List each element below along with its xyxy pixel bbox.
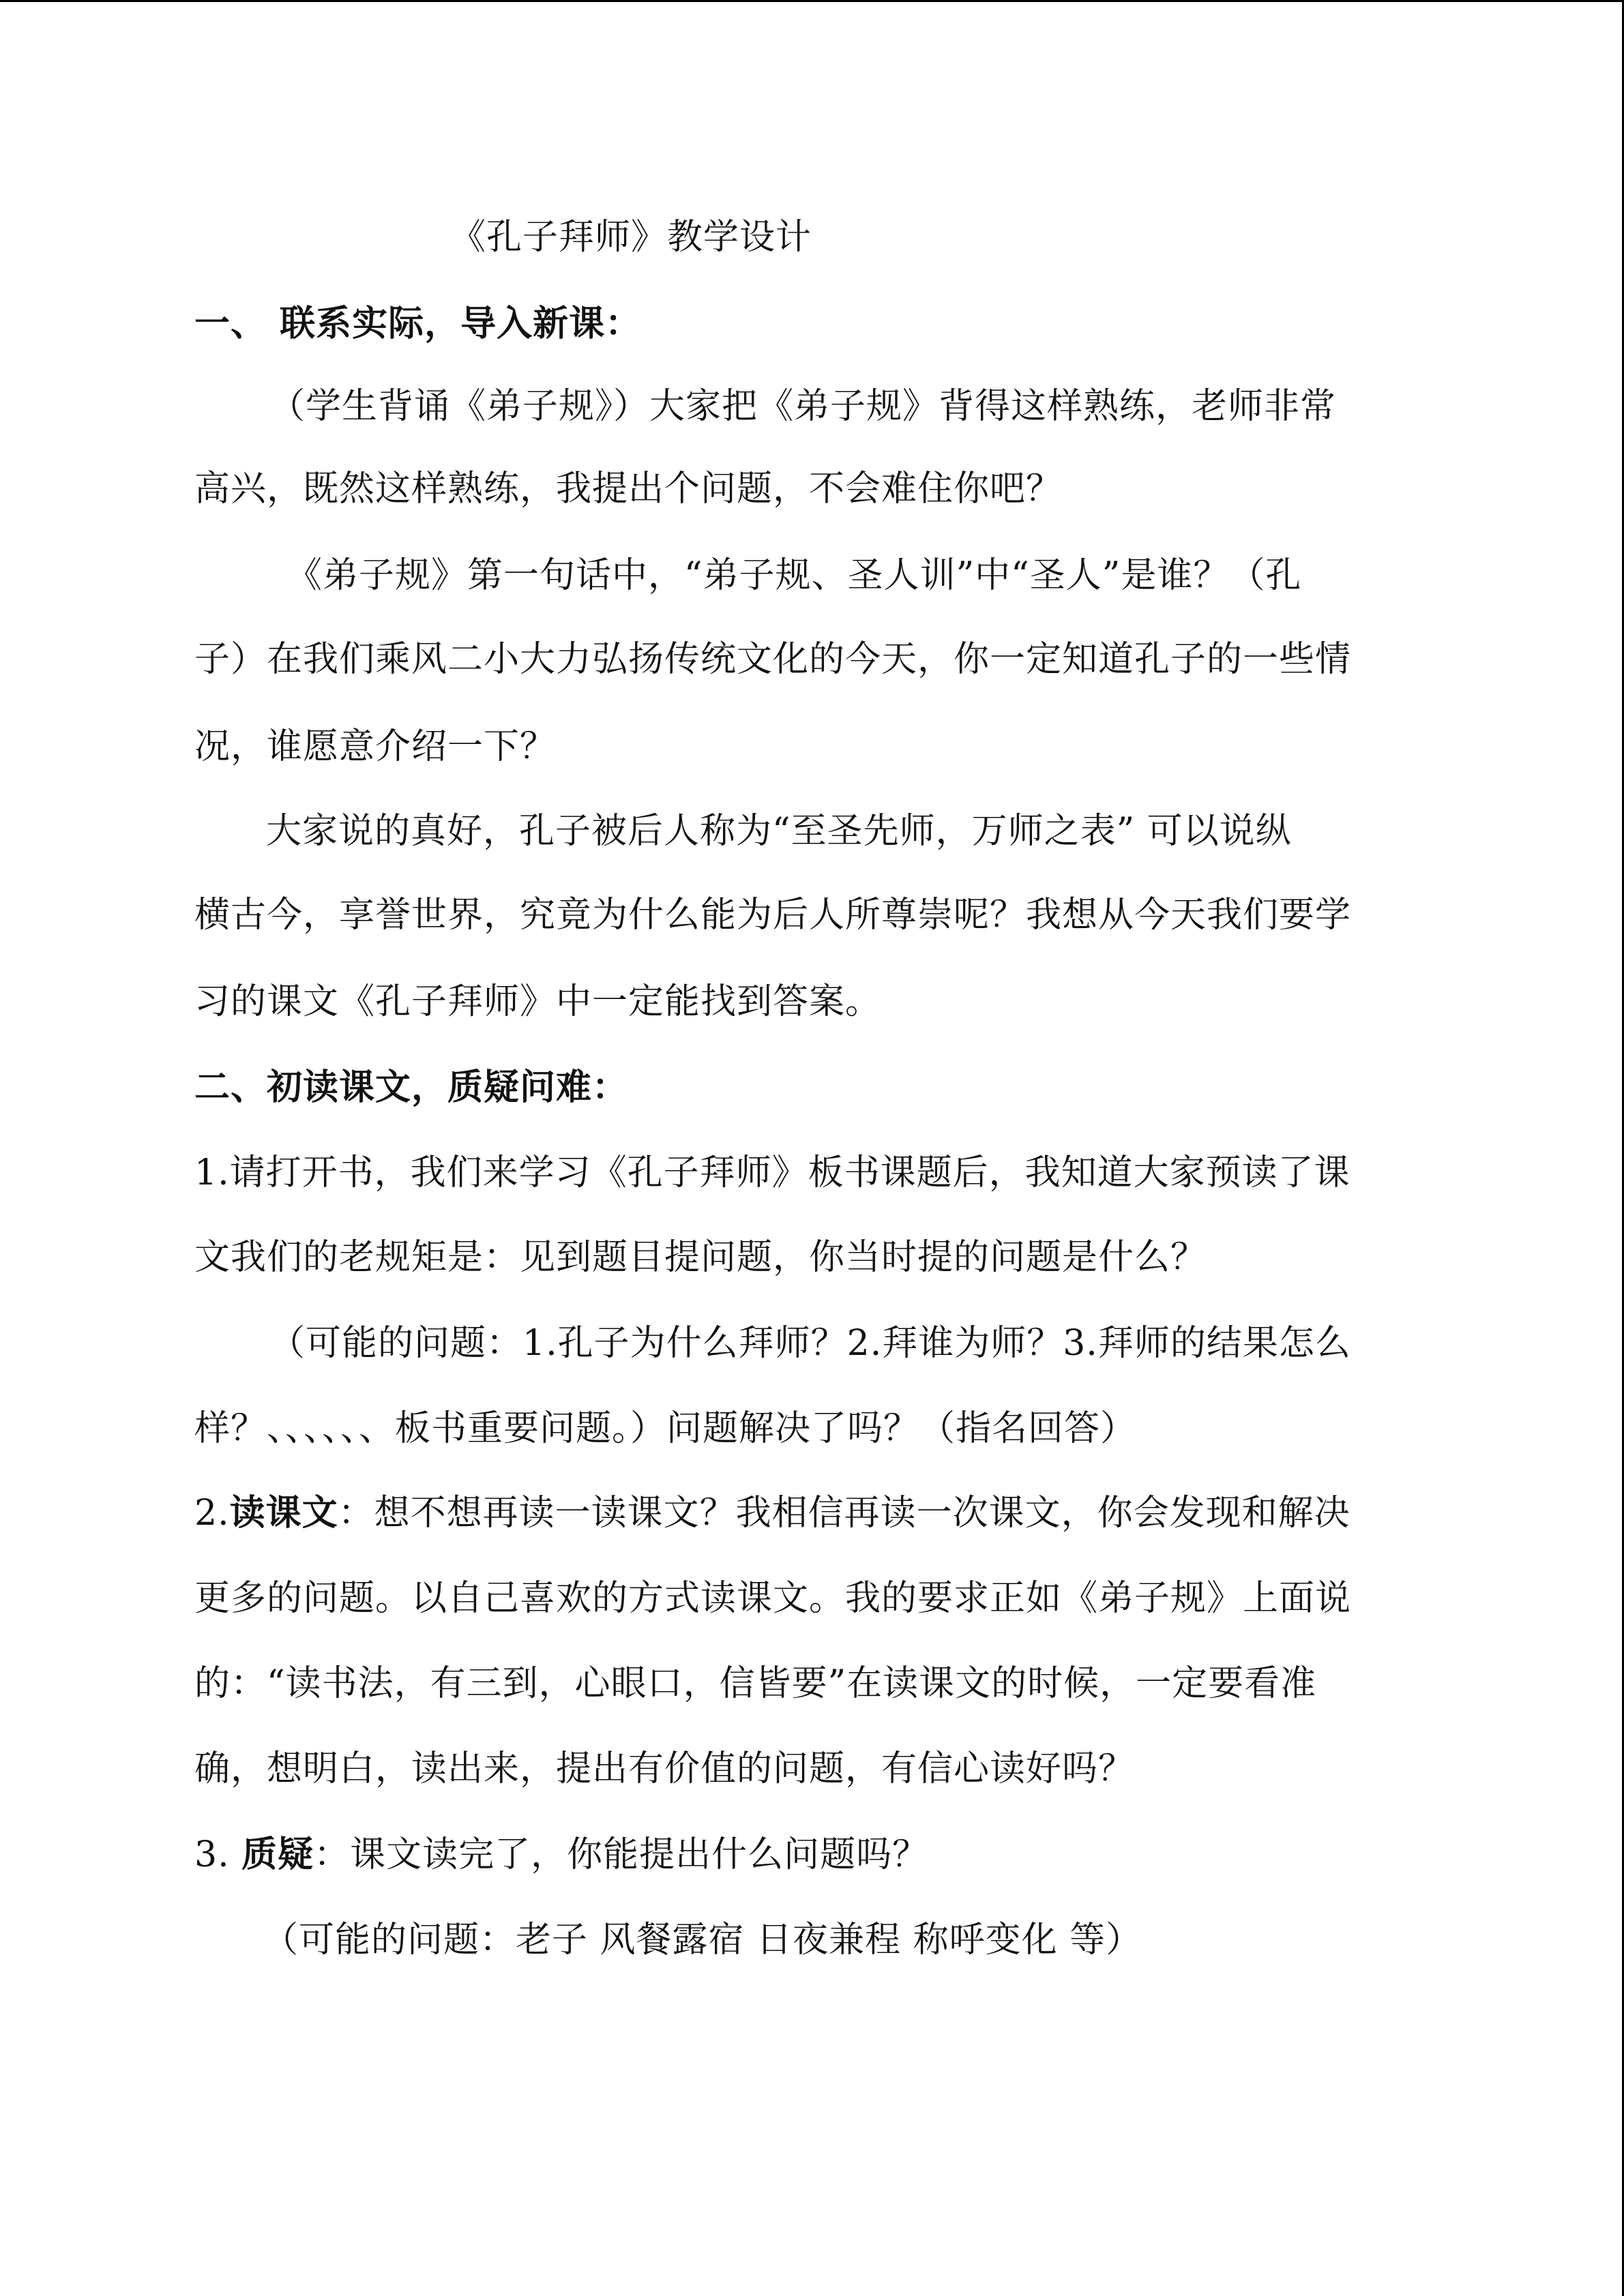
list-item-text: ：课文读完了，你能提出什么问题吗？ [314,1834,929,1875]
paragraph-line: （可能的问题：1.孔子为什么拜师？2.拜谁为师？3.拜师的结果怎么 [269,1323,1351,1364]
paragraph-line: 样？、、、、、、板书重要问题。）问题解决了吗？（指名回答） [194,1408,1137,1449]
list-item-3-line [194,1833,928,1877]
paragraph-line: 习的课文《孔子拜师》中一定能找到答案。 [194,981,882,1022]
paragraph-line: 1.请打开书，我们来学习《孔子拜师》板书课题后，我知道大家预读了课 [194,1152,1350,1193]
paragraph-line: 况，谁愿意介绍一下？ [194,726,557,767]
list-item-label: 质疑 [241,1834,314,1875]
list-item-2-line [194,1491,1350,1535]
section-1-heading: 一、 联系实际，导入新课： [194,303,642,344]
section-2-heading: 二、初读课文，质疑问难： [194,1067,629,1108]
paragraph-line: 更多的问题。以自己喜欢的方式读课文。我的要求正如《弟子规》上面说 [194,1578,1352,1619]
paragraph-line: 的：“读书法，有三到，心眼口，信皆要”在读课文的时候，一定要看准 [194,1663,1317,1704]
document-title: 《孔子拜师》教学设计 [450,217,812,258]
paragraph-line: （学生背诵《弟子规》）大家把《弟子规》背得这样熟练，老师非常 [269,386,1337,427]
list-number: 3. [194,1834,242,1875]
paragraph-line: 大家说的真好，孔子被后人称为“至圣先师，万师之表” 可以说纵 [266,811,1292,852]
paragraph-line: 子）在我们乘风二小大力弘扬传统文化的今天，你一定知道孔子的一些情 [194,639,1352,680]
list-item-text: ：想不想再读一读课文？我相信再读一次课文，你会发现和解决 [338,1493,1350,1534]
paragraph-line: （可能的问题：老子 风餐露宿 日夜兼程 称呼变化 等） [263,1920,1142,1960]
paragraph-line: 横古今，享誉世界，究竟为什么能为后人所尊崇呢？我想从今天我们要学 [194,895,1352,936]
paragraph-line: 文我们的老规矩是：见到题目提问题，你当时提的问题是什么？ [194,1237,1207,1278]
paragraph-line: 确，想明白，读出来，提出有价值的问题，有信心读好吗？ [194,1748,1135,1789]
list-item-label: 读课文 [229,1492,338,1534]
paragraph-line: 高兴，既然这样熟练，我提出个问题，不会难住你吧？ [194,468,1063,509]
list-number: 2. [194,1493,230,1534]
paragraph-line: 《弟子规》第一句话中，“弟子规、圣人训”中“圣人”是谁？（孔 [286,555,1302,596]
